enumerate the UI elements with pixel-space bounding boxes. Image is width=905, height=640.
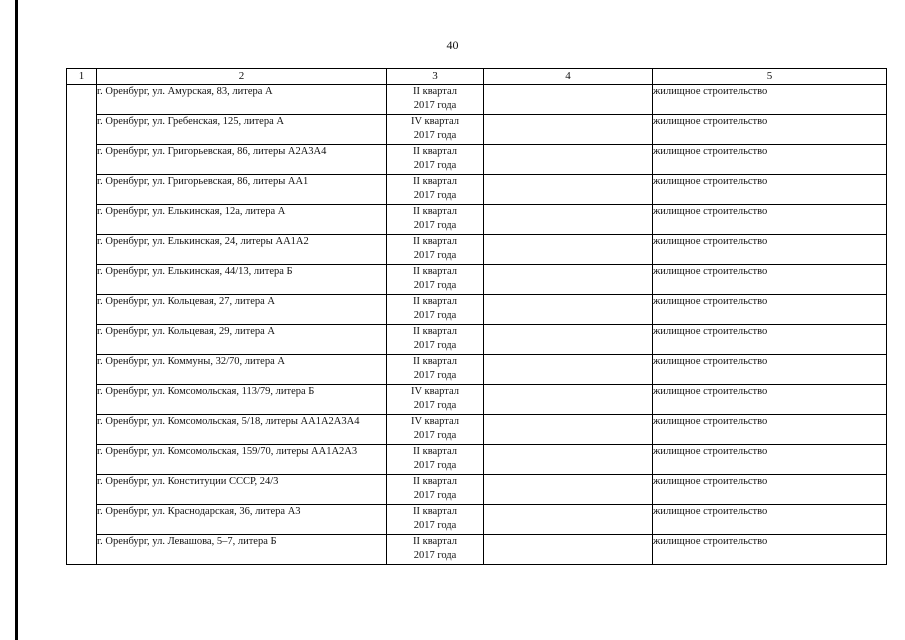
deadline-cell bbox=[387, 475, 484, 505]
address-cell: г. Оренбург, ул. Комсомольская, 5/18, литеры АА1А2А3А4 bbox=[97, 415, 387, 445]
column-4-cell bbox=[484, 115, 653, 145]
register-table bbox=[66, 68, 887, 565]
column-4-cell bbox=[484, 445, 653, 475]
address-cell: г. Оренбург, ул. Гребенская, 125, литера А bbox=[97, 115, 387, 145]
column-4-cell bbox=[484, 85, 653, 115]
quarter-text: II квартал bbox=[412, 176, 458, 187]
deadline-cell bbox=[387, 145, 484, 175]
year-text: 2017 года bbox=[413, 550, 457, 561]
purpose-cell: жилищное строительство bbox=[653, 85, 887, 115]
table-row bbox=[67, 505, 887, 535]
quarter-text: II квартал bbox=[412, 536, 458, 547]
column-4-cell bbox=[484, 415, 653, 445]
deadline-cell bbox=[387, 115, 484, 145]
column-header-3: 3 bbox=[387, 69, 484, 85]
column-header-4: 4 bbox=[484, 69, 653, 85]
quarter-text: II квартал bbox=[412, 356, 458, 367]
address-cell: г. Оренбург, ул. Комсомольская, 159/70, литеры АА1А2А3 bbox=[97, 445, 387, 475]
column-header-1: 1 bbox=[67, 69, 97, 85]
year-text: 2017 года bbox=[413, 430, 457, 441]
page-number: 40 bbox=[446, 38, 459, 52]
address-cell: г. Оренбург, ул. Комсомольская, 113/79, литера Б bbox=[97, 385, 387, 415]
table-row bbox=[67, 475, 887, 505]
deadline-cell bbox=[387, 205, 484, 235]
row-number-cell bbox=[67, 85, 97, 565]
purpose-cell: жилищное строительство bbox=[653, 355, 887, 385]
year-text: 2017 года bbox=[413, 370, 457, 381]
deadline-cell bbox=[387, 85, 484, 115]
column-4-cell bbox=[484, 535, 653, 565]
quarter-text: IV квартал bbox=[411, 416, 459, 427]
table-row bbox=[67, 205, 887, 235]
quarter-text: II квартал bbox=[412, 326, 458, 337]
table-row bbox=[67, 115, 887, 145]
column-4-cell bbox=[484, 175, 653, 205]
year-text: 2017 года bbox=[413, 310, 457, 321]
quarter-text: II квартал bbox=[412, 266, 458, 277]
year-text: 2017 года bbox=[413, 160, 457, 171]
deadline-cell bbox=[387, 295, 484, 325]
deadline-cell bbox=[387, 355, 484, 385]
column-4-cell bbox=[484, 295, 653, 325]
purpose-cell: жилищное строительство bbox=[653, 265, 887, 295]
quarter-text: II квартал bbox=[412, 476, 458, 487]
year-text: 2017 года bbox=[413, 490, 457, 501]
column-4-cell bbox=[484, 205, 653, 235]
purpose-cell: жилищное строительство bbox=[653, 505, 887, 535]
purpose-cell: жилищное строительство bbox=[653, 475, 887, 505]
purpose-cell: жилищное строительство bbox=[653, 415, 887, 445]
address-cell: г. Оренбург, ул. Кольцевая, 29, литера А bbox=[97, 325, 387, 355]
column-4-cell bbox=[484, 385, 653, 415]
address-cell: г. Оренбург, ул. Григорьевская, 86, литеры АА1 bbox=[97, 175, 387, 205]
table-row bbox=[67, 265, 887, 295]
address-cell: г. Оренбург, ул. Григорьевская, 86, литеры А2А3А4 bbox=[97, 145, 387, 175]
deadline-cell bbox=[387, 235, 484, 265]
purpose-cell: жилищное строительство bbox=[653, 175, 887, 205]
quarter-text: II квартал bbox=[412, 296, 458, 307]
address-cell: г. Оренбург, ул. Краснодарская, 36, литера А3 bbox=[97, 505, 387, 535]
address-cell: г. Оренбург, ул. Елькинская, 24, литеры АА1А2 bbox=[97, 235, 387, 265]
deadline-cell bbox=[387, 265, 484, 295]
table-row bbox=[67, 535, 887, 565]
table-row bbox=[67, 145, 887, 175]
purpose-cell: жилищное строительство bbox=[653, 535, 887, 565]
deadline-cell bbox=[387, 535, 484, 565]
table-row bbox=[67, 85, 887, 115]
column-4-cell bbox=[484, 235, 653, 265]
year-text: 2017 года bbox=[413, 100, 457, 111]
address-cell: г. Оренбург, ул. Конституции СССР, 24/3 bbox=[97, 475, 387, 505]
address-cell: г. Оренбург, ул. Елькинская, 44/13, литера Б bbox=[97, 265, 387, 295]
year-text: 2017 года bbox=[413, 250, 457, 261]
year-text: 2017 года bbox=[413, 340, 457, 351]
year-text: 2017 года bbox=[413, 400, 457, 411]
table-row bbox=[67, 325, 887, 355]
year-text: 2017 года bbox=[413, 190, 457, 201]
quarter-text: II квартал bbox=[412, 146, 458, 157]
column-4-cell bbox=[484, 145, 653, 175]
purpose-cell: жилищное строительство bbox=[653, 385, 887, 415]
table-row bbox=[67, 355, 887, 385]
quarter-text: IV квартал bbox=[411, 116, 459, 127]
address-cell: г. Оренбург, ул. Левашова, 5–7, литера Б bbox=[97, 535, 387, 565]
column-header-2: 2 bbox=[97, 69, 387, 85]
year-text: 2017 года bbox=[413, 460, 457, 471]
address-cell: г. Оренбург, ул. Коммуны, 32/70, литера А bbox=[97, 355, 387, 385]
table-header-row bbox=[67, 69, 887, 85]
table-row bbox=[67, 175, 887, 205]
deadline-cell bbox=[387, 505, 484, 535]
table-row bbox=[67, 415, 887, 445]
purpose-cell: жилищное строительство bbox=[653, 325, 887, 355]
quarter-text: IV квартал bbox=[411, 386, 459, 397]
table-row bbox=[67, 445, 887, 475]
purpose-cell: жилищное строительство bbox=[653, 115, 887, 145]
address-cell: г. Оренбург, ул. Елькинская, 12а, литера А bbox=[97, 205, 387, 235]
quarter-text: II квартал bbox=[412, 206, 458, 217]
table-body bbox=[67, 85, 887, 565]
column-4-cell bbox=[484, 325, 653, 355]
deadline-cell bbox=[387, 445, 484, 475]
column-4-cell bbox=[484, 505, 653, 535]
deadline-cell bbox=[387, 175, 484, 205]
quarter-text: II квартал bbox=[412, 86, 458, 97]
deadline-cell bbox=[387, 325, 484, 355]
column-4-cell bbox=[484, 265, 653, 295]
table-row bbox=[67, 235, 887, 265]
quarter-text: II квартал bbox=[412, 236, 458, 247]
quarter-text: II квартал bbox=[412, 446, 458, 457]
column-4-cell bbox=[484, 475, 653, 505]
year-text: 2017 года bbox=[413, 520, 457, 531]
quarter-text: II квартал bbox=[412, 506, 458, 517]
purpose-cell: жилищное строительство bbox=[653, 235, 887, 265]
deadline-cell bbox=[387, 385, 484, 415]
purpose-cell: жилищное строительство bbox=[653, 445, 887, 475]
address-cell: г. Оренбург, ул. Амурская, 83, литера А bbox=[97, 85, 387, 115]
purpose-cell: жилищное строительство bbox=[653, 295, 887, 325]
binding-margin-rule bbox=[15, 0, 18, 640]
purpose-cell: жилищное строительство bbox=[653, 205, 887, 235]
column-4-cell bbox=[484, 355, 653, 385]
address-cell: г. Оренбург, ул. Кольцевая, 27, литера А bbox=[97, 295, 387, 325]
table-row bbox=[67, 295, 887, 325]
deadline-cell bbox=[387, 415, 484, 445]
purpose-cell: жилищное строительство bbox=[653, 145, 887, 175]
year-text: 2017 года bbox=[413, 130, 457, 141]
column-header-5: 5 bbox=[653, 69, 887, 85]
year-text: 2017 года bbox=[413, 280, 457, 291]
table-row bbox=[67, 385, 887, 415]
year-text: 2017 года bbox=[413, 220, 457, 231]
